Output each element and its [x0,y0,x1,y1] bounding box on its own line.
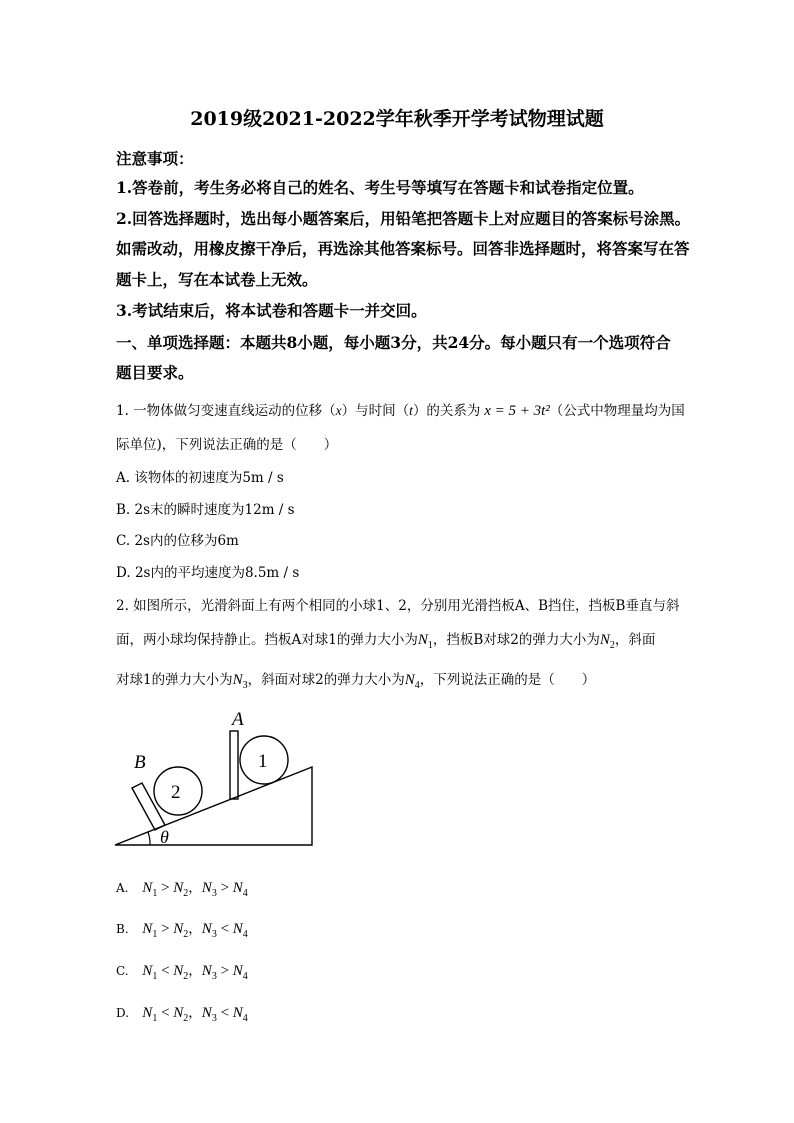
question-2-option-b[interactable]: B. $N_1 > N_2$，$N_3 < N_4$ [116,921,248,940]
question-1-option-b[interactable]: B. 2s末的瞬时速度为12m / s [116,502,295,518]
notice-item-3: 3.考试结束后，将本试卷和答题卡一并交回。 [116,301,427,320]
question-2-line-2: 面，两小球均保持静止。挡板A对球1的弹力大小为$N_1$，挡板B对球2的弹力大小为$N_2$，斜面 [116,632,656,651]
label-a: A [232,709,244,730]
question-2-line-1: 2. 如图所示，光滑斜面上有两个相同的小球1、2，分别用光滑挡板A、B挡住，挡板B垂直与斜 [116,598,680,614]
page-title: 2019级2021-2022学年秋季开学考试物理试题 [190,108,604,130]
question-1-formula: x = 5 + 3t² [484,403,550,419]
question-1-line-1: 1. 一物体做匀变速直线运动的位移（x）与时间（t）的关系为 x = 5 + 3t²（公式中物理量均为国 [116,403,685,419]
notice-item-1: 1.答卷前，考生务必将自己的姓名、考生号等填写在答题卡和试卷指定位置。 [116,178,644,197]
question-1-option-c[interactable]: C. 2s内的位移为6m [116,533,239,549]
question-2-option-d[interactable]: D. $N_1 < N_2$，$N_3 < N_4$ [116,1005,248,1024]
question-1-option-a[interactable]: A. 该物体的初速度为5m / s [116,470,284,486]
angle-arc [148,832,150,845]
angle-label: θ [160,827,169,847]
symbol-n4: $N_4$ [404,672,420,691]
question-2-line-3: 对球1的弹力大小为$N_3$，斜面对球2的弹力大小为$N_4$，下列说法正确的是（ ） [116,672,596,691]
section-heading-line-1: 一、单项选择题：本题共8小题，每小题3分，共24分。每小题只有一个选项符合 [116,333,671,352]
question-2-option-a[interactable]: A. $N_1 > N_2$，$N_3 > N_4$ [116,880,248,899]
question-2-option-c[interactable]: C. $N_1 < N_2$，$N_3 > N_4$ [116,963,248,982]
notice-item-2-line-1: 2.回答选择题时，选出每小题答案后，用铅笔把答题卡上对应题目的答案标号涂黑。 [116,209,691,228]
symbol-n3: $N_3$ [232,672,248,691]
incline-diagram [112,705,322,853]
notice-heading: 注意事项： [116,149,194,168]
ball-1-label: 1 [258,751,268,772]
symbol-n1: $N_1$ [417,632,433,651]
plate-a [230,731,238,799]
question-1-line-2: 际单位)，下列说法正确的是（ ） [116,437,338,453]
notice-item-2-line-3: 题卡上，写在本试卷上无效。 [116,270,318,289]
section-heading-line-2: 题目要求。 [116,363,194,382]
ball-2-label: 2 [171,782,181,803]
question-1-option-d[interactable]: D. 2s内的平均速度为8.5m / s [116,565,300,581]
label-b: B [134,752,146,773]
incline-triangle [115,767,312,845]
symbol-n2: $N_2$ [599,632,615,651]
notice-item-2-line-2: 如需改动，用橡皮擦干净后，再选涂其他答案标号。回答非选择题时，将答案写在答 [116,239,690,258]
